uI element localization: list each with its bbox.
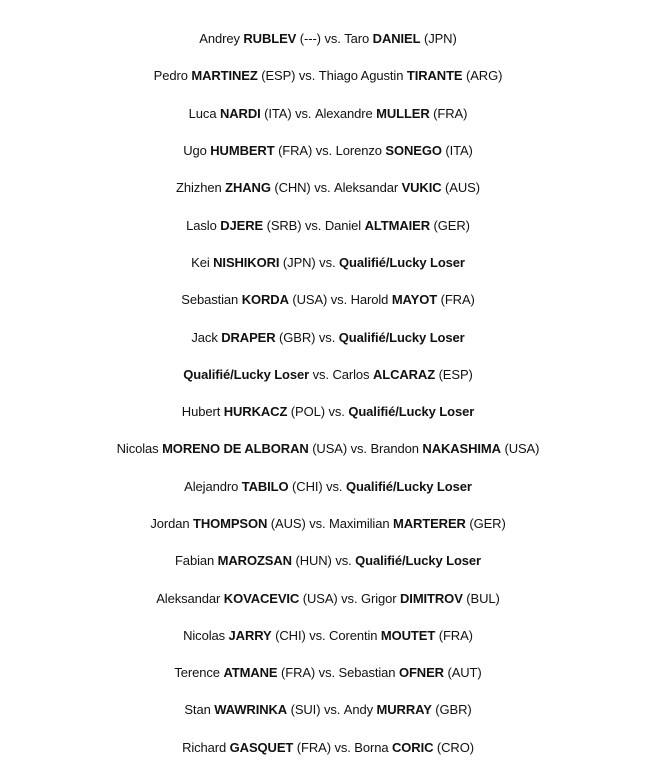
- player-2: [329, 516, 506, 531]
- versus-label: vs.: [318, 329, 336, 345]
- player-1-country: (JPN): [279, 254, 316, 270]
- match-row: [0, 281, 656, 318]
- player-1-first-name: Hubert: [181, 404, 224, 420]
- player-1: [117, 441, 347, 456]
- versus-label: vs.: [323, 702, 341, 718]
- player-1: [182, 740, 331, 755]
- player-2-first-name: Thiago Agustin: [318, 68, 407, 84]
- player-2-last-name: Qualifié/Lucky Loser: [348, 404, 475, 420]
- player-1-country: (USA): [299, 590, 338, 606]
- player-2: [339, 665, 482, 680]
- player-1-first-name: Nicolas: [183, 627, 229, 643]
- versus-label: vs.: [341, 590, 358, 606]
- versus-label: vs.: [312, 366, 329, 382]
- player-2-country: (ARG): [462, 68, 503, 84]
- player-1-first-name: Aleksandar: [156, 590, 224, 606]
- player-2-last-name: ALCARAZ: [372, 366, 436, 382]
- player-1-last-name: HURKACZ: [223, 404, 288, 420]
- player-2: [355, 553, 481, 568]
- player-1: [154, 68, 296, 83]
- player-1-first-name: Richard: [182, 739, 230, 755]
- player-2-last-name: Qualifié/Lucky Loser: [345, 478, 472, 494]
- versus-label: vs.: [309, 516, 326, 531]
- player-1-first-name: Luca: [188, 105, 220, 121]
- versus-label: vs.: [330, 292, 348, 308]
- player-1-country: (USA): [288, 292, 328, 308]
- player-2: [361, 591, 500, 606]
- player-2: [354, 740, 474, 755]
- player-2-first-name: Lorenzo: [335, 143, 386, 159]
- player-1-country: (---): [296, 31, 321, 47]
- player-1-last-name: DRAPER: [221, 329, 276, 345]
- match-row: [0, 468, 656, 505]
- versus-label: vs.: [328, 404, 345, 420]
- player-1-country: (HUN): [291, 553, 332, 569]
- player-2: [329, 628, 473, 643]
- player-2: [334, 180, 480, 195]
- player-2-country: (CRO): [433, 739, 474, 755]
- player-1-first-name: Laslo: [186, 217, 221, 233]
- player-1: [184, 479, 322, 494]
- player-1-last-name: ATMANE: [223, 665, 278, 681]
- player-1-country: (FRA): [293, 739, 331, 755]
- player-2: [319, 68, 503, 83]
- versus-label: vs.: [305, 217, 322, 233]
- player-1-first-name: Stan: [184, 702, 215, 718]
- player-1-last-name: Qualifié/Lucky Loser: [183, 366, 310, 382]
- match-row: [0, 356, 656, 393]
- player-2-country: (AUS): [441, 180, 480, 196]
- player-1-last-name: RUBLEV: [243, 31, 297, 47]
- match-row: [0, 20, 656, 57]
- player-2-country: (ESP): [435, 366, 473, 382]
- match-row: [0, 729, 656, 766]
- player-2-last-name: Qualifié/Lucky Loser: [355, 553, 482, 569]
- player-2-last-name: Qualifié/Lucky Loser: [339, 254, 465, 270]
- player-2-first-name: Borna: [354, 739, 392, 755]
- player-2-country: (JPN): [420, 31, 457, 47]
- player-1-first-name: Jordan: [150, 516, 193, 531]
- versus-label: vs.: [309, 627, 326, 643]
- player-1-country: (FRA): [277, 665, 316, 681]
- match-row: [0, 318, 656, 355]
- player-2-country: (GER): [430, 217, 470, 233]
- versus-label: vs.: [314, 180, 331, 196]
- versus-label: vs.: [324, 31, 341, 47]
- player-2-first-name: Daniel: [324, 217, 365, 233]
- match-row: [0, 393, 656, 430]
- player-2-last-name: ALTMAIER: [364, 217, 431, 233]
- player-1: [181, 292, 327, 307]
- player-1-country: (SRB): [263, 217, 302, 233]
- player-1-first-name: Fabian: [174, 553, 218, 569]
- versus-label: vs.: [298, 68, 316, 84]
- player-2: [351, 292, 475, 307]
- player-2: [344, 31, 456, 46]
- player-2-country: (GER): [465, 516, 506, 531]
- player-1-last-name: MAROZSAN: [217, 553, 292, 569]
- player-1-last-name: THOMPSON: [192, 516, 268, 531]
- player-1: [183, 628, 306, 643]
- player-1-last-name: WAWRINKA: [214, 702, 288, 718]
- player-2-first-name: Corentin: [329, 627, 381, 643]
- match-row: [0, 505, 656, 542]
- player-1-first-name: Terence: [174, 665, 224, 681]
- versus-label: vs.: [318, 665, 335, 681]
- player-2-country: (ITA): [441, 143, 473, 159]
- player-1-last-name: HUMBERT: [210, 143, 275, 159]
- player-1-country: (ESP): [257, 68, 296, 84]
- player-1-last-name: GASQUET: [229, 739, 294, 755]
- player-2: [346, 479, 472, 494]
- player-1-last-name: ZHANG: [225, 180, 271, 196]
- player-2-last-name: MAYOT: [391, 292, 438, 308]
- player-2-country: (FRA): [435, 627, 473, 643]
- player-1-country: (AUS): [267, 516, 306, 531]
- player-2-country: (BUL): [462, 590, 500, 606]
- match-row: [0, 579, 656, 616]
- player-1-country: (CHI): [271, 627, 306, 643]
- player-1-first-name: Alejandro: [184, 478, 242, 494]
- player-2-first-name: Taro: [344, 31, 373, 47]
- player-2-country: (GBR): [431, 702, 472, 718]
- player-1-first-name: Kei: [191, 254, 214, 270]
- player-1-last-name: NARDI: [219, 105, 261, 121]
- player-2-country: (AUT): [443, 665, 482, 681]
- player-1-last-name: KOVACEVIC: [223, 590, 300, 606]
- player-1-last-name: DJERE: [220, 217, 264, 233]
- player-2-first-name: Brandon: [370, 441, 423, 457]
- player-2-last-name: MARTERER: [392, 516, 466, 531]
- versus-label: vs.: [350, 441, 367, 457]
- match-row: [0, 542, 656, 579]
- player-1-first-name: Nicolas: [116, 441, 163, 457]
- match-row: [0, 691, 656, 728]
- player-2-last-name: CORIC: [391, 739, 434, 755]
- player-2-first-name: Grigor: [360, 590, 401, 606]
- versus-label: vs.: [334, 739, 351, 755]
- match-row: [0, 206, 656, 243]
- player-1-country: (CHI): [288, 478, 323, 494]
- player-2-last-name: SONEGO: [385, 143, 442, 159]
- player-1: [184, 702, 320, 717]
- player-1-last-name: TABILO: [241, 478, 289, 494]
- player-2: [325, 218, 470, 233]
- player-1-last-name: MARTINEZ: [191, 68, 258, 84]
- player-2-last-name: NAKASHIMA: [422, 441, 501, 457]
- player-1: [186, 218, 301, 233]
- match-row: [0, 654, 656, 691]
- match-row: [0, 244, 656, 281]
- match-row: [0, 430, 656, 467]
- player-1: [183, 143, 312, 158]
- player-2-last-name: MURRAY: [376, 702, 432, 718]
- player-1-country: (SUI): [287, 702, 321, 718]
- player-1-last-name: JARRY: [228, 627, 272, 643]
- player-1-first-name: Andrey: [199, 31, 244, 47]
- player-2: [370, 441, 539, 456]
- player-2: [332, 367, 472, 382]
- player-1-first-name: Ugo: [183, 143, 211, 159]
- match-row: [0, 617, 656, 654]
- player-1-country: (POL): [287, 404, 325, 420]
- match-row: [0, 57, 656, 94]
- player-2-first-name: Maximilian: [329, 516, 393, 531]
- player-1-country: (GBR): [275, 329, 316, 345]
- player-1: [199, 31, 321, 46]
- player-2-first-name: Aleksandar: [334, 180, 402, 196]
- player-2-country: (FRA): [429, 105, 468, 121]
- player-1: [176, 180, 311, 195]
- versus-label: vs.: [326, 478, 343, 494]
- player-1: [183, 367, 309, 382]
- versus-label: vs.: [319, 254, 336, 270]
- player-2-first-name: Carlos: [332, 366, 373, 382]
- player-1-last-name: NISHIKORI: [213, 254, 280, 270]
- player-2-last-name: VUKIC: [401, 180, 442, 196]
- player-2-last-name: DANIEL: [372, 31, 421, 47]
- versus-label: vs.: [315, 143, 333, 159]
- match-list: [0, 20, 656, 766]
- player-1-country: (USA): [308, 441, 348, 457]
- player-2: [339, 330, 465, 345]
- player-1: [175, 553, 332, 568]
- match-row: [0, 95, 656, 132]
- player-1: [191, 255, 316, 270]
- player-1: [189, 106, 292, 121]
- player-2-first-name: Alexandre: [314, 105, 377, 121]
- player-1-first-name: Zhizhen: [176, 180, 226, 196]
- versus-label: vs.: [335, 553, 352, 569]
- player-2-last-name: TIRANTE: [406, 68, 463, 84]
- player-1: [174, 665, 315, 680]
- match-row: [0, 132, 656, 169]
- player-1-first-name: Sebastian: [181, 292, 242, 308]
- player-1-country: (ITA): [260, 105, 292, 121]
- player-2-first-name: Andy: [343, 702, 377, 718]
- player-2-country: (USA): [500, 441, 540, 457]
- player-2-last-name: Qualifié/Lucky Loser: [338, 329, 465, 345]
- player-1-last-name: MORENO DE ALBORAN: [162, 441, 309, 457]
- player-1-country: (FRA): [274, 143, 313, 159]
- player-2-last-name: DIMITROV: [400, 590, 463, 606]
- player-2-first-name: Sebastian: [338, 665, 399, 681]
- versus-label: vs.: [295, 105, 312, 121]
- player-2: [339, 255, 465, 270]
- player-2-last-name: OFNER: [398, 665, 444, 681]
- player-2-last-name: MULLER: [376, 105, 430, 121]
- player-2: [348, 404, 474, 419]
- player-1-first-name: Jack: [191, 329, 222, 345]
- player-1-first-name: Pedro: [153, 68, 192, 84]
- player-1: [150, 516, 305, 531]
- player-1-country: (CHN): [270, 180, 311, 196]
- player-2-first-name: Harold: [350, 292, 392, 308]
- match-row: [0, 169, 656, 206]
- player-2-last-name: MOUTET: [380, 627, 436, 643]
- player-2: [344, 702, 472, 717]
- player-2-country: (FRA): [437, 292, 475, 308]
- player-2: [315, 106, 467, 121]
- player-1: [156, 591, 337, 606]
- player-1: [191, 330, 315, 345]
- player-1: [182, 404, 325, 419]
- player-1-last-name: KORDA: [241, 292, 289, 308]
- player-2: [336, 143, 473, 158]
